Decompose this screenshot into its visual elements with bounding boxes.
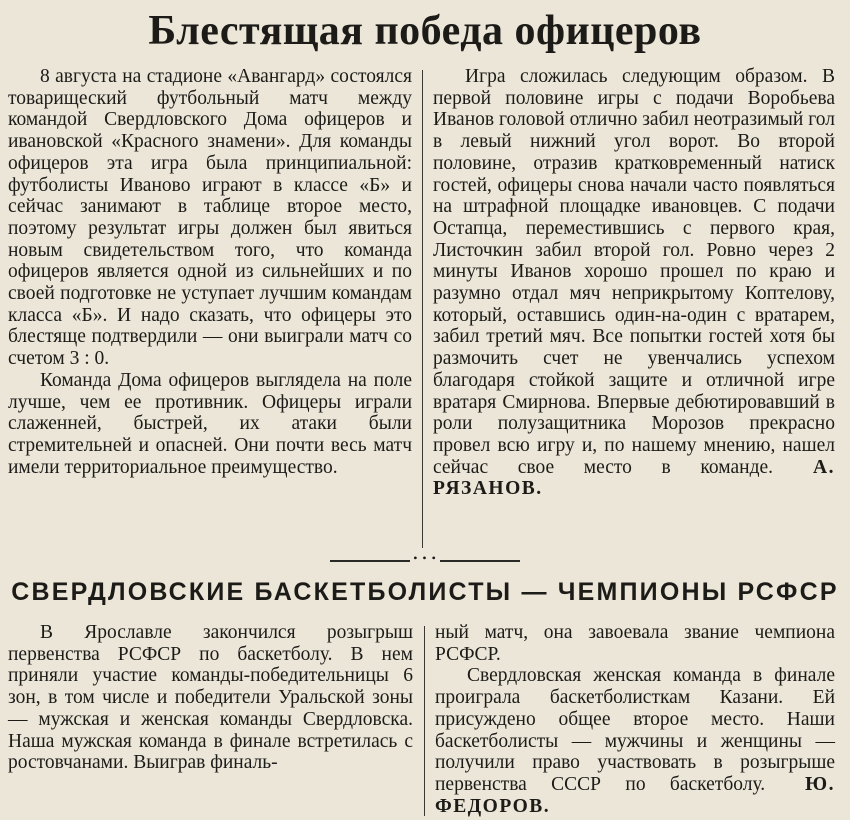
divider-line-left bbox=[330, 560, 410, 562]
article1-paragraph-2: Команда Дома офицеров выглядела на поле лучше, чем ее противник. Офицеры играли слаженней, быстрей, их атаки были стремительней и опасней. Они почти весь матч имели территориальное преимущество. bbox=[8, 369, 412, 478]
article2-paragraph-3-text: Свердловская женская команда в финале проиграла баскетболисткам Казани. Ей присуждено общее второе место. Наши баскетболисты — мужчины и женщины — получили право участвовать в розыгрыше первенства СССР по баскетболу. bbox=[435, 665, 835, 795]
article1-paragraph-3 bbox=[433, 66, 835, 500]
article2-column-left bbox=[8, 622, 413, 774]
divider-ornament: • • • bbox=[413, 551, 437, 565]
section-divider bbox=[330, 551, 520, 565]
article1-column-right bbox=[433, 66, 835, 500]
article1-signature: А. РЯЗАНОВ. bbox=[433, 456, 835, 500]
article2-column-right bbox=[435, 622, 835, 817]
article1-column-left bbox=[8, 66, 412, 478]
article1-headline: Блестящая победа офицеров bbox=[148, 8, 702, 54]
article1-paragraph-3-text: Игра сложилась следующим образом. В первой половине игры с подачи Воробьева Иванов головой отлично забил неотразимый гол в левый нижний угол ворот. Во второй половине, отразив кратковременный натиск гостей, офицеры снова начали часто появляться на штрафной площадке ивановцев. С подачи Остапца, переместившись с первого края, Листочкин забил второй гол. Ровно через 2 минуты Иванов хорошо прошел по краю и разумно отдал мяч неприкрытому Коптелову, который, оставшись один-на-один с вратарем, забил третий мяч. Все попытки гостей хотя бы размочить счет не увенчались успехом благодаря стойкой защите и отличной игре вратаря Смирнова. Впервые дебютировавший в роли полузащитника Морозов прекрасно провел всю игру и, по нашему мнению, нашел сейчас свое место в команде. bbox=[433, 66, 835, 478]
article1-paragraph-1: 8 августа на стадионе «Авангард» состоялся товарищеский футбольный матч между командой Свердловского Дома офицеров и ивановской «Красного знамени». Для команды офицеров эта игра была принципиальной: футболисты Иваново играют в классе «Б» и сейчас занимают в таблице второе место, поэтому результат игры должен был явиться новым свидетельством того, что команда офицеров является одной из сильнейших и по своей подготовке не уступает лучшим командам класса «Б». И надо сказать, что офицеры это блестяще подтвердили — они выиграли матч со счетом 3 : 0. bbox=[8, 66, 412, 370]
column-divider-line bbox=[422, 70, 423, 548]
article2-headline: СВЕРДЛОВСКИЕ БАСКЕТБОЛИСТЫ — ЧЕМПИОНЫ РСФСР bbox=[11, 578, 839, 606]
divider-line-right bbox=[440, 560, 520, 562]
article2-paragraph-2: ный матч, она завоевала звание чемпиона РСФСР. bbox=[435, 622, 835, 665]
article2-signature: Ю. ФЕДОРОВ. bbox=[435, 773, 835, 817]
article2-paragraph-3 bbox=[435, 665, 835, 817]
column-divider-line-2 bbox=[424, 626, 425, 816]
article2-paragraph-1: В Ярославле закончился розыгрыш первенства РСФСР по баскетболу. В нем приняли участие команды-победительницы 6 зон, в том числе и победители Уральской зоны — мужская и женская команды Свердловска. Наша мужская команда в финале встретилась с ростовчанами. Выиграв финаль- bbox=[8, 622, 413, 774]
